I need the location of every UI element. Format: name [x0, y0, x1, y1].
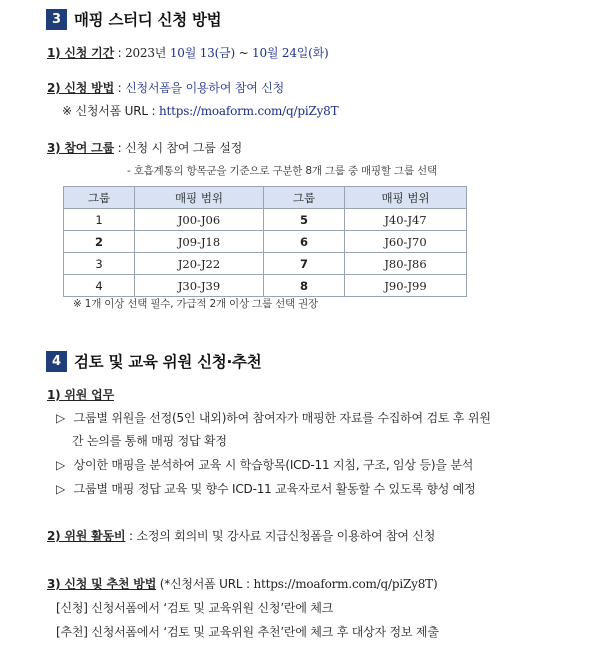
- section-4-header: [46, 350, 261, 372]
- group-line: [47, 139, 242, 156]
- table-cell: J40-J47: [345, 209, 467, 231]
- method-sep: :: [117, 81, 122, 95]
- table-header: 그룹: [64, 187, 135, 209]
- table-header: 그룹: [264, 187, 345, 209]
- period-start: 10월 13(금): [169, 46, 235, 60]
- duty-text: 상이한 매핑을 분석하여 교육 시 학습항목(ICD-11 지침, 구조, 임상 등)을 분석: [73, 458, 474, 472]
- fee-text: 소정의 회의비 및 강사료 지급신청폼을 이용하여 참여 신청: [136, 529, 436, 543]
- table-row: [64, 275, 467, 297]
- section-3-number: 3: [46, 9, 67, 30]
- section-4-title: 검토 및 교육 위원 신청·추천: [74, 353, 262, 371]
- table-header: 매핑 범위: [345, 187, 467, 209]
- apply-prefix: (*신청서폼 URL :: [159, 577, 250, 591]
- table-cell: 2: [64, 231, 135, 253]
- table-header-row: [64, 187, 467, 209]
- table-cell: J09-J18: [135, 231, 264, 253]
- table-cell: 6: [264, 231, 345, 253]
- table-cell: 7: [264, 253, 345, 275]
- period-end: 10월 24일(화): [252, 46, 329, 60]
- section-4-number: 4: [46, 351, 67, 372]
- duty-item: [56, 409, 491, 426]
- duty-item: [56, 456, 473, 473]
- period-line: [47, 44, 329, 61]
- table-cell: 1: [64, 209, 135, 231]
- triangle-bullet-icon: ▷: [56, 482, 66, 496]
- period-tilde: ~: [238, 46, 249, 60]
- group-text: 신청 시 참여 그룹 설정: [125, 141, 243, 155]
- group-table: [63, 186, 467, 297]
- group-sep: :: [117, 141, 122, 155]
- method-url-prefix: ※ 신청서폼 URL :: [62, 104, 156, 118]
- table-cell: J00-J06: [135, 209, 264, 231]
- apply-label: 3) 신청 및 추천 방법: [47, 577, 157, 591]
- table-cell: 3: [64, 253, 135, 275]
- table-row: [64, 231, 467, 253]
- duty-label: [47, 386, 114, 403]
- duty-item: [56, 480, 476, 497]
- period-sep: :: [117, 46, 122, 60]
- method-url-link[interactable]: https://moaform.com/q/piZy8T: [158, 104, 339, 118]
- table-cell: J60-J70: [345, 231, 467, 253]
- table-note: ※ 1개 이상 선택 필수, 가급적 2개 이상 그룹 선택 권장: [73, 298, 318, 310]
- fee-line: [47, 527, 435, 544]
- method-text: 신청서폼을 이용하여 참여 신청: [125, 81, 285, 95]
- duty-text: 그룹별 매핑 정답 교육 및 향수 ICD-11 교육자로서 활동할 수 있도록 향성 예정: [73, 482, 476, 496]
- method-url-line: [62, 102, 338, 119]
- table-row: [64, 253, 467, 275]
- table-cell: J80-J86: [345, 253, 467, 275]
- table-cell: J90-J99: [345, 275, 467, 297]
- group-label: 3) 참여 그룹: [47, 141, 114, 155]
- apply-line: [47, 575, 437, 592]
- method-label: 2) 신청 방법: [47, 81, 114, 95]
- period-year: 2023년: [125, 46, 167, 60]
- table-header: 매핑 범위: [135, 187, 264, 209]
- table-cell: 8: [264, 275, 345, 297]
- triangle-bullet-icon: ▷: [56, 458, 66, 472]
- apply-item: [신청] 신청서폼에서 ‘검토 및 교육위원 신청’란에 체크: [56, 601, 334, 615]
- apply-item: [추천] 신청서폼에서 ‘검토 및 교육위원 추천’란에 체크 후 대상자 정보 제출: [56, 625, 439, 639]
- table-cell: J30-J39: [135, 275, 264, 297]
- section-3-title: 매핑 스터디 신청 방법: [74, 11, 222, 29]
- duty-continuation: 간 논의를 통해 매핑 정답 확정: [72, 434, 227, 448]
- duty-label-text: 1) 위원 업무: [47, 388, 114, 402]
- table-row: [64, 209, 467, 231]
- table-cell: J20-J22: [135, 253, 264, 275]
- fee-label: 2) 위원 활동비: [47, 529, 126, 543]
- table-cell: 5: [264, 209, 345, 231]
- fee-sep: :: [128, 529, 133, 543]
- triangle-bullet-icon: ▷: [56, 411, 66, 425]
- group-sub: - 호흡계통의 항목군을 기준으로 구분한 8개 그룹 중 매핑할 그룹 선택: [127, 165, 437, 177]
- table-cell: 4: [64, 275, 135, 297]
- method-line: [47, 79, 284, 96]
- apply-url-link[interactable]: https://moaform.com/q/piZy8T): [253, 577, 438, 591]
- duty-text: 그룹별 위원을 선정(5인 내외)하여 참여자가 매핑한 자료를 수집하여 검토 후 위원: [73, 411, 491, 425]
- section-3-header: [46, 8, 221, 30]
- period-label: 1) 신청 기간: [47, 46, 114, 60]
